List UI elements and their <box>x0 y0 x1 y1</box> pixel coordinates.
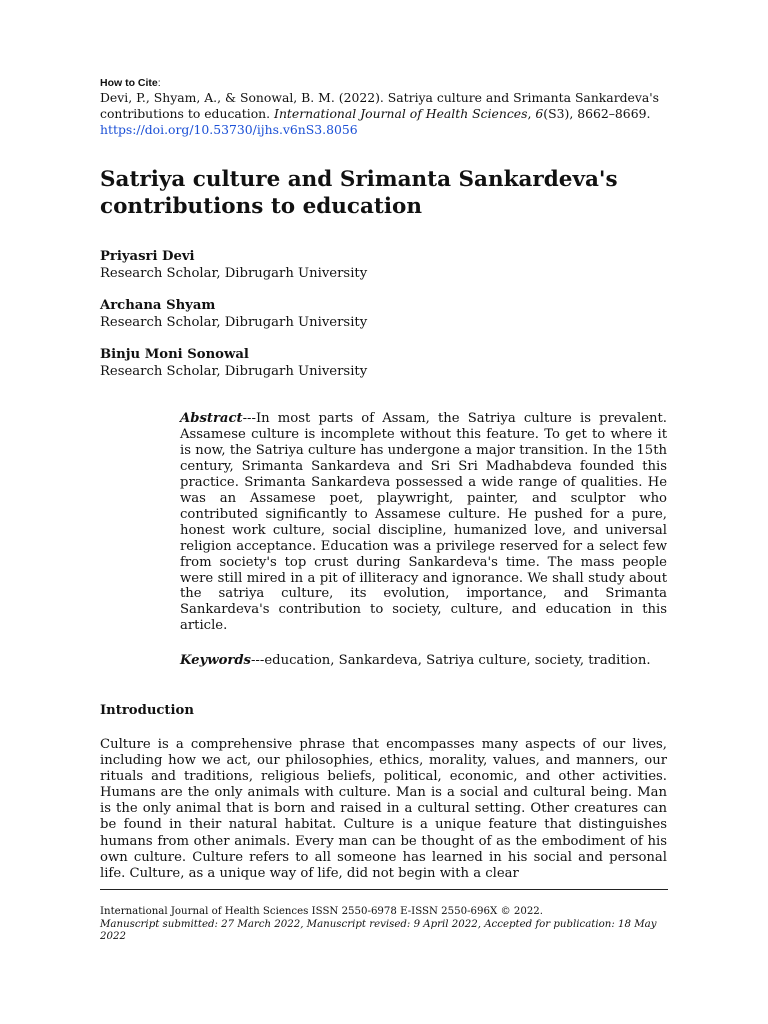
author-name: Binju Moni Sonowal <box>100 347 249 362</box>
how-to-cite-label <box>100 76 670 90</box>
footer-divider <box>100 889 668 890</box>
doi-link[interactable]: https://doi.org/10.53730/ijhs.v6nS3.8056 <box>100 122 358 137</box>
author-name: Priyasri Devi <box>100 249 195 264</box>
author-name: Archana Shyam <box>100 298 216 313</box>
keywords <box>180 653 670 669</box>
how-to-cite-label-text: How to Cite <box>100 77 158 89</box>
keywords-text: education, Sankardeva, Satriya culture, society, tradition. <box>264 653 651 668</box>
paper-title: Satriya culture and Srimanta Sankardeva's contributions to education <box>100 167 618 219</box>
abstract-text: In most parts of Assam, the Satriya culture is prevalent. Assamese culture is incomplete without this feature. To get to where it is now, the Satriya culture has undergone a major transition. In the 15th century, Srimanta Sankardeva and Sri Sri Madhabdeva founded this practice. Srimanta Sankardeva possessed a wide range of qualities. He was an Assamese poet, playwright, painter, and sculptor who contributed significantly to Assamese culture. He pushed for a pure, honest work culture, social discipline, humanized love, and universal religion acceptance. Education was a privilege reserved for a select few from society's top crust during Sankardeva's time. The mass people were still mired in a pit of illiteracy and ignorance. We shall study about the satriya culture, its evolution, importance, and Srimanta Sankardeva's contribution to society, culture, and education in this article. <box>180 411 667 634</box>
footer-manuscript-dates: Manuscript submitted: 27 March 2022, Manuscript revised: 9 April 2022, Accepted for publication: 18 May 2022 <box>100 918 657 942</box>
author-block <box>100 298 670 331</box>
keywords-separator: --- <box>250 653 265 668</box>
citation-journal: International Journal of Health Sciences <box>274 106 528 121</box>
abstract-separator: --- <box>242 411 256 426</box>
footer-journal-issn: International Journal of Health Sciences ISSN 2550-6978 E-ISSN 2550-696X © 2022. <box>100 906 544 917</box>
citation-volume: 6 <box>535 106 544 121</box>
author-block <box>100 249 670 282</box>
citation-issue-pages: (S3), 8662–8669. <box>543 106 651 121</box>
abstract <box>180 411 667 634</box>
abstract-label: Abstract <box>180 411 243 426</box>
author-block <box>100 347 670 380</box>
author-affiliation: Research Scholar, Dibrugarh University <box>100 314 368 330</box>
citation-journal-sep: , <box>527 106 536 121</box>
keywords-label: Keywords <box>180 653 251 668</box>
introduction-paragraph: Culture is a comprehensive phrase that encompasses many aspects of our lives, including how we act, our philosophies, ethics, morality, values, and manners, our rituals and traditions, religious beliefs, political, economic, and other activities. Humans are the only animals with culture. Man is a social and cultural being. Man is the only animal that is born and raised in a cultural setting. Other creatures can be found in their natural habitat. Culture is a unique feature that distinguishes humans from other animals. Every man can be thought of as the embodiment of his own culture. Culture refers to all someone has learned in his social and personal life. Culture, as a unique way of life, did not begin with a clear <box>100 737 667 881</box>
citation-text: Devi, P., Shyam, A., & Sonowal, B. M. (2022). Satriya culture and Srimanta Sankardeva's contributions to education. <box>100 90 660 121</box>
page-footer <box>100 906 680 944</box>
author-affiliation: Research Scholar, Dibrugarh University <box>100 265 368 281</box>
how-to-cite-block <box>100 76 670 138</box>
section-heading-introduction: Introduction <box>100 703 194 718</box>
author-affiliation: Research Scholar, Dibrugarh University <box>100 363 368 379</box>
how-to-cite-colon: : <box>157 77 161 89</box>
